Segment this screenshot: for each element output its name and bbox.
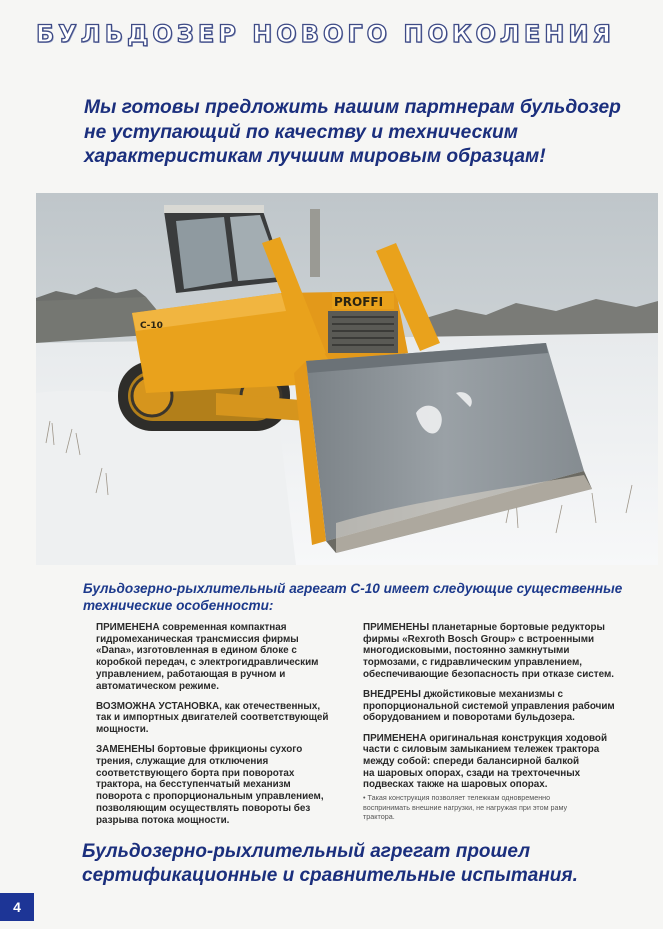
feature-text: планетарные бортовые редукторы: [429, 622, 605, 633]
feature-text: бортовые фрикционы сухого: [154, 744, 303, 756]
header-title: БУЛЬДОЗЕР НОВОГО ПОКОЛЕНИЯ: [36, 20, 615, 48]
lead-line-2: не уступающий по качеству и техническим: [84, 121, 518, 143]
footer-headline: [82, 840, 622, 887]
feature-lead-word: ЗАМЕНЕНЫ: [96, 744, 155, 756]
feature-engine-option: [96, 701, 344, 736]
feature-transmission: [96, 622, 344, 692]
feature-undercarriage: [363, 733, 623, 792]
feature-text: между собой: спереди балансирной балкой: [363, 756, 580, 768]
features-column-left: [96, 622, 344, 835]
feature-text: гидромеханическая трансмиссия фирмы: [96, 633, 299, 645]
feature-text: части с силовым замыканием тележек трактора: [363, 744, 600, 756]
features-title-line-1: Бульдозерно-рыхлительный агрегат С-10 имеет следующие существенные: [83, 581, 623, 596]
brand-decal: PROFFI: [334, 295, 384, 309]
feature-lead-word: ПРИМЕНЕНЫ: [363, 622, 430, 633]
feature-text: мощности.: [96, 724, 149, 736]
feature-text: трения, служащие для отключения: [96, 756, 269, 768]
undercarriage-note: [363, 793, 623, 822]
feature-text: тормозами, с гидравлическим управлением,: [363, 657, 582, 669]
bulldozer-photo: [36, 193, 658, 565]
feature-text: пропорциональной системой управления рабочим: [363, 700, 615, 712]
feature-joystick: [363, 689, 623, 724]
lead-line-3: характеристикам лучшим мировым образцам!: [84, 146, 546, 167]
note-text: • Такая конструкция позволяет тележкам одновременно: [363, 793, 551, 803]
feature-text: «Dana», изготовленная в едином блоке с: [96, 645, 297, 657]
note-text: трактора.: [363, 812, 395, 822]
features-title-line-2: технические особенности:: [83, 598, 274, 613]
lead-line-1: Мы готовы предложить нашим партнерам бульдозер: [84, 97, 621, 118]
features-title: [83, 580, 623, 614]
page-number-badge: 4: [0, 893, 34, 921]
feature-text: коробкой передач, с электрогидравлическим: [96, 657, 319, 669]
feature-final-drives: [363, 622, 623, 681]
feature-text: трактора, на бесступенчатый механизм: [96, 779, 291, 791]
feature-text: оригинальная конструкция ходовой: [426, 732, 608, 744]
feature-text: фирмы «Rexroth Bosch Group» с встроенными: [363, 633, 595, 645]
feature-text: так и импортных двигателей соответствующей: [96, 712, 329, 724]
feature-text: обеспечивающие безопасность при отказе систем.: [363, 668, 615, 680]
feature-text: оборудованием и поворотами бульдозера.: [363, 712, 575, 724]
feature-lead-word: ПРИМЕНЕНА: [363, 732, 427, 744]
feature-text: поворота с пропорциональным управлением,: [96, 791, 324, 803]
feature-lead-word: ПРИМЕНЕНА: [96, 622, 160, 633]
feature-text: джойстиковые механизмы с: [420, 689, 564, 701]
feature-text: на шаровых опорах, сзади на трехточечных: [363, 767, 581, 779]
note-text: воспринимать внешние нагрузки, не нагружая при этом раму: [363, 802, 568, 812]
feature-text: многодисковыми, постоянно замкнутыми: [363, 645, 570, 657]
feature-lead-word: ВНЕДРЕНЫ: [363, 689, 421, 701]
feature-text: разрыва потока мощности.: [96, 814, 230, 826]
model-decal: С-10: [140, 321, 163, 331]
footer-line-1: Бульдозерно-рыхлительный агрегат прошел: [82, 841, 531, 862]
feature-text: управлением, работающая в ручном и: [96, 668, 286, 680]
feature-lead-word: ВОЗМОЖНА УСТАНОВКА: [96, 700, 220, 712]
feature-text: современная компактная: [159, 622, 287, 633]
feature-text: автоматическом режиме.: [96, 680, 219, 692]
feature-text: подвесках также на шаровых опорах.: [363, 779, 548, 791]
footer-line-2: сертификационные и сравнительные испытания.: [82, 864, 578, 886]
lead-headline: [84, 96, 644, 170]
feature-text: соответствующего борта при поворотах: [96, 767, 295, 779]
feature-text: , как отечественных,: [219, 700, 321, 712]
features-column-right: [363, 622, 623, 822]
feature-text: позволяющим осуществлять повороты без: [96, 802, 311, 814]
feature-steering-clutch: [96, 744, 344, 826]
